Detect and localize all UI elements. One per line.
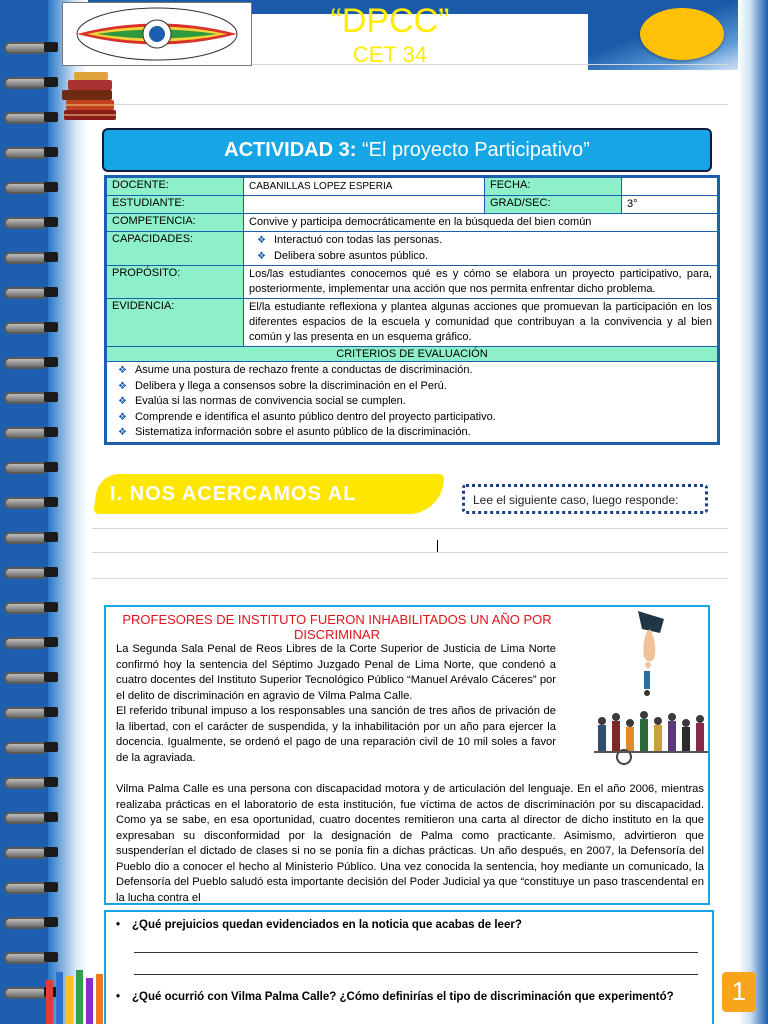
spiral-wire bbox=[4, 427, 48, 439]
spiral-ring bbox=[4, 250, 62, 264]
activity-label: ACTIVIDAD 3: bbox=[224, 139, 357, 161]
spiral-hole bbox=[44, 777, 58, 787]
spiral-hole bbox=[44, 77, 58, 87]
spiral-hole bbox=[44, 707, 58, 717]
spiral-ring bbox=[4, 215, 62, 229]
proposito-label: PROPÓSITO: bbox=[107, 266, 244, 299]
criterios-list-cell bbox=[107, 362, 718, 443]
spiral-ring bbox=[4, 635, 62, 649]
decorative-oval bbox=[640, 8, 724, 60]
spiral-wire bbox=[4, 112, 48, 124]
answer-line[interactable] bbox=[134, 952, 698, 953]
spiral-wire bbox=[4, 322, 48, 334]
spiral-hole bbox=[44, 462, 58, 472]
spiral-ring bbox=[4, 495, 62, 509]
estudiante-label: ESTUDIANTE: bbox=[107, 196, 244, 214]
spiral-hole bbox=[44, 252, 58, 262]
table-row bbox=[107, 178, 718, 196]
list-item: ❖ Interactuó con todas las personas. bbox=[257, 233, 712, 249]
spiral-wire bbox=[4, 602, 48, 614]
spiral-hole bbox=[44, 917, 58, 927]
spiral-ring bbox=[4, 740, 62, 754]
docente-label: DOCENTE: bbox=[107, 178, 244, 196]
spiral-wire bbox=[4, 707, 48, 719]
list-item: ❖ Sistematiza información sobre el asunto público de la discriminación. bbox=[118, 425, 712, 441]
spiral-hole bbox=[44, 427, 58, 437]
spiral-wire bbox=[4, 742, 48, 754]
spiral-ring bbox=[4, 285, 62, 299]
spiral-hole bbox=[44, 567, 58, 577]
notebook-line bbox=[92, 528, 728, 529]
spiral-ring bbox=[4, 670, 62, 684]
spiral-wire bbox=[4, 497, 48, 509]
answer-line[interactable] bbox=[134, 974, 698, 975]
question-item bbox=[116, 918, 706, 933]
spiral-ring bbox=[4, 390, 62, 404]
spiral-ring bbox=[4, 530, 62, 544]
spiral-hole bbox=[44, 602, 58, 612]
news-headline: PROFESORES DE INSTITUTO FUERON INHABILITADOS UN AÑO POR DISCRIMINAR bbox=[122, 612, 552, 642]
grad-label: GRAD/SEC: bbox=[485, 196, 622, 214]
school-logo bbox=[62, 2, 252, 66]
capacidades-list-cell bbox=[244, 232, 718, 266]
question-text: • ¿Qué ocurrió con Vilma Palma Calle? ¿Cómo definirías el tipo de discriminación que experimentó? bbox=[132, 991, 674, 1003]
spiral-ring bbox=[4, 110, 62, 124]
list-item: ❖ Comprende e identifica el asunto público dentro del proyecto participativo. bbox=[118, 410, 712, 426]
news-paragraph: El referido tribunal impuso a los responsables una sanción de tres años de privación de la libertad, con el carácter de suspendida, y la inhabilitación por un año para ejercer la docencia. Igualmente, se ordenó el pago de una reparación civil de 10 mil soles a favor de la agraviada. bbox=[116, 705, 556, 764]
news-body-top bbox=[116, 642, 556, 766]
spiral-wire bbox=[4, 357, 48, 369]
spiral-ring bbox=[4, 775, 62, 789]
spiral-hole bbox=[44, 952, 58, 962]
questions-box bbox=[104, 910, 714, 1024]
spiral-ring bbox=[4, 320, 62, 334]
estudiante-value bbox=[244, 196, 485, 214]
spiral-wire bbox=[4, 217, 48, 229]
spiral-hole bbox=[44, 882, 58, 892]
spiral-wire bbox=[4, 532, 48, 544]
spiral-hole bbox=[44, 112, 58, 122]
spiral-wire bbox=[4, 567, 48, 579]
table-row bbox=[107, 362, 718, 443]
capacidades-label: CAPACIDADES: bbox=[107, 232, 244, 266]
table-row bbox=[107, 232, 718, 266]
spiral-ring bbox=[4, 880, 62, 894]
spiral-ring bbox=[4, 810, 62, 824]
spiral-ring bbox=[4, 355, 62, 369]
instruction-box: Lee el siguiente caso, luego responde: bbox=[462, 484, 708, 514]
spiral-hole bbox=[44, 672, 58, 682]
fecha-value bbox=[622, 178, 718, 196]
evidencia-label: EVIDENCIA: bbox=[107, 299, 244, 347]
spiral-wire bbox=[4, 917, 48, 929]
docente-value: CABANILLAS LOPEZ ESPERIA bbox=[244, 178, 485, 196]
question-item bbox=[116, 990, 702, 1005]
news-paragraph: La Segunda Sala Penal de Reos Libres de la Corte Superior de Justicia de Lima Norte confirmó hoy la sentencia del Séptimo Juzgado Penal de Lima Norte, que condenó a cuatro docentes del Instituto Superior Tecnológico Público “Manuel Arévalo Cáceres” por el delito de discriminación en agravio de Vilma Palma Calle. bbox=[116, 643, 556, 702]
competencia-label: COMPETENCIA: bbox=[107, 214, 244, 232]
spiral-wire bbox=[4, 672, 48, 684]
table-row bbox=[107, 299, 718, 347]
table-row bbox=[107, 196, 718, 214]
fecha-label: FECHA: bbox=[485, 178, 622, 196]
spiral-ring bbox=[4, 915, 62, 929]
spiral-ring bbox=[4, 565, 62, 579]
spiral-ring bbox=[4, 600, 62, 614]
notebook-line bbox=[92, 578, 728, 579]
activity-name: “El proyecto Participativo” bbox=[361, 139, 590, 161]
question-text: • ¿Qué prejuicios quedan evidenciados en la noticia que acabas de leer? bbox=[132, 919, 522, 931]
table-row bbox=[107, 214, 718, 232]
spiral-wire bbox=[4, 952, 48, 964]
spiral-ring bbox=[4, 425, 62, 439]
spiral-hole bbox=[44, 637, 58, 647]
spiral-hole bbox=[44, 182, 58, 192]
list-item: ❖ Delibera y llega a consensos sobre la discriminación en el Perú. bbox=[118, 379, 712, 395]
proposito-value: Los/las estudiantes conocemos qué es y cómo se elabora un proyecto participativo, para, posteriormente, implementar una acción que nos permita enfrentar dicho problema. bbox=[244, 266, 718, 299]
spiral-wire bbox=[4, 182, 48, 194]
spiral-ring bbox=[4, 950, 62, 964]
news-body-bottom bbox=[116, 782, 704, 905]
header-title: “DPCC” bbox=[330, 2, 450, 40]
spiral-hole bbox=[44, 532, 58, 542]
grad-value: 3° bbox=[622, 196, 718, 214]
spiral-wire bbox=[4, 637, 48, 649]
books-icon bbox=[58, 70, 120, 124]
notebook-line bbox=[92, 552, 728, 553]
activity-info-table bbox=[104, 175, 720, 445]
spiral-hole bbox=[44, 217, 58, 227]
discrimination-illustration bbox=[594, 609, 708, 774]
pencils-icon bbox=[40, 966, 112, 1024]
spiral-hole bbox=[44, 742, 58, 752]
frame-right bbox=[738, 0, 768, 1024]
spiral-hole bbox=[44, 357, 58, 367]
list-item: ❖ Delibera sobre asuntos público. bbox=[257, 249, 712, 265]
spiral-ring bbox=[4, 40, 62, 54]
spiral-hole bbox=[44, 287, 58, 297]
spiral-ring bbox=[4, 75, 62, 89]
spiral-hole bbox=[44, 42, 58, 52]
spiral-hole bbox=[44, 847, 58, 857]
list-item: ❖ Asume una postura de rechazo frente a conductas de discriminación. bbox=[118, 363, 712, 379]
activity-banner bbox=[104, 130, 710, 170]
section-title: I. NOS ACERCAMOS AL bbox=[110, 483, 357, 505]
spiral-ring bbox=[4, 180, 62, 194]
criterios-heading: CRITERIOS DE EVALUACIÓN bbox=[107, 347, 718, 362]
table-row bbox=[107, 347, 718, 362]
spiral-ring bbox=[4, 460, 62, 474]
news-paragraph: Vilma Palma Calle es una persona con discapacidad motora y de articulación del lenguaje. En el año 2006, mientras realizaba prácticas en el laboratorio de esta institución, fue víctima de actos de discriminación por su discapacidad. Como ya se sabe, en esa oportunidad, cuatro docentes remitieron una carta al director de dicho instituto en la que expresaban su disconformidad por la designación de Palma como practicante. Asimismo, advirtieron que suspenderían el dictado de clases si no se ponía fin a dichas prácticas. Un año después, en 2007, la Defensoría del Pueblo dio a conocer el hecho al Ministerio Público. Una vez conocida la sentencia, hoy mediante un comunicado, la Defensoría del Pueblo saludó esta importante decisión del Poder Judicial ya que “constituye un paso trascendental en la lucha contra el bbox=[116, 783, 704, 904]
table-row bbox=[107, 266, 718, 299]
news-article bbox=[104, 605, 710, 905]
spiral-wire bbox=[4, 252, 48, 264]
spiral-hole bbox=[44, 392, 58, 402]
header-subtitle: CET 34 bbox=[352, 42, 428, 67]
page-number: 1 bbox=[722, 972, 756, 1012]
notebook-line bbox=[92, 104, 728, 105]
list-item: ❖ Evalúa si las normas de convivencia social se cumplen. bbox=[118, 394, 712, 410]
spiral-wire bbox=[4, 42, 48, 54]
spiral-hole bbox=[44, 147, 58, 157]
spiral-wire bbox=[4, 812, 48, 824]
text-cursor bbox=[437, 540, 438, 552]
spiral-wire bbox=[4, 147, 48, 159]
spiral-wire bbox=[4, 777, 48, 789]
spiral-ring bbox=[4, 145, 62, 159]
spiral-hole bbox=[44, 497, 58, 507]
spiral-ring bbox=[4, 705, 62, 719]
spiral-binding bbox=[4, 40, 64, 1020]
spiral-wire bbox=[4, 847, 48, 859]
spiral-wire bbox=[4, 77, 48, 89]
spiral-wire bbox=[4, 462, 48, 474]
spiral-hole bbox=[44, 812, 58, 822]
spiral-wire bbox=[4, 287, 48, 299]
competencia-value: Convive y participa democráticamente en la búsqueda del bien común bbox=[244, 214, 718, 232]
spiral-wire bbox=[4, 882, 48, 894]
evidencia-value: El/la estudiante reflexiona y plantea algunas acciones que promuevan la participación en los diferentes espacios de la escuela y comunidad que contribuyan a la convivencia y al bien común y las presenta en un esquema gráfico. bbox=[244, 299, 718, 347]
spiral-hole bbox=[44, 322, 58, 332]
spiral-ring bbox=[4, 845, 62, 859]
spiral-wire bbox=[4, 392, 48, 404]
